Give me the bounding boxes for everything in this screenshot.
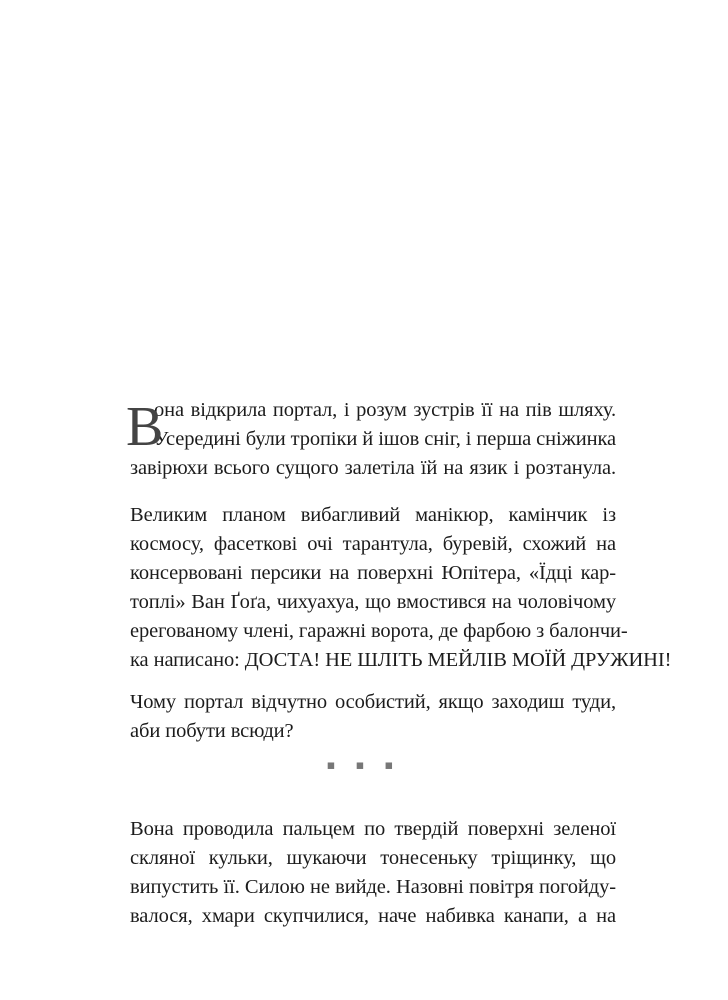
- paragraph-question: [130, 688, 616, 746]
- text-line: космосу, фасеткові очі тарантула, буревій, схожий на: [130, 533, 616, 555]
- text-line: скляної кульки, шукаючи тонесеньку тріщинку, що: [130, 847, 616, 869]
- text-line: Чому портал відчутно особистий, якщо заходиш туди,: [130, 691, 616, 713]
- text-line: ка написано: ДОСТА! НЕ ШЛІТЬ МЕЙЛІВ МОЇЙ ДРУЖИНІ!: [130, 649, 672, 671]
- text-line: аби побути всюди?: [130, 720, 294, 742]
- drop-cap: В: [126, 396, 164, 458]
- text-line: випустить її. Силою не вийде. Назовні повітря погойду-: [130, 876, 616, 898]
- text-line: топлі» Ван Ґоґа, чихуахуа, що вмостився на чоловічому: [130, 591, 616, 613]
- section-separator: ▪ ▪ ▪: [326, 758, 402, 773]
- text-line: она відкрила портал, і розум зустрів її на пів шляху.: [154, 399, 616, 421]
- text-line: консервовані персики на поверхні Юпітера, «Їдці кар-: [130, 562, 616, 584]
- paragraph-closeup-list: [130, 501, 672, 675]
- text-line: Усередині були тропіки й ішов сніг, і перша сніжинка: [154, 428, 616, 450]
- text-line: ерегованому члені, гаражні ворота, де фарбою з балончи-: [130, 620, 628, 642]
- text-line: Вона проводила пальцем по твердій поверхні зеленої: [130, 818, 616, 840]
- text-line: Великим планом вибагливий манікюр, камінчик із: [130, 504, 616, 526]
- text-line: валося, хмари скупчилися, наче набивка канапи, а на: [130, 905, 616, 927]
- paragraph-glass-marble: [130, 815, 616, 931]
- text-line: завірюхи всього сущого залетіла їй на язик і розтанула.: [130, 457, 616, 479]
- paragraph-opening: [126, 396, 616, 483]
